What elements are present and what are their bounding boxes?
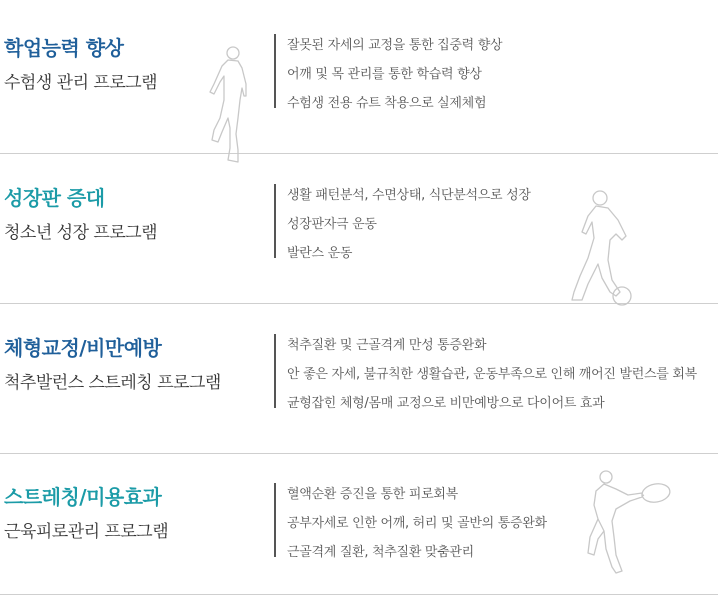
list-item: 어깨 및 목 관리를 통한 학습력 향상 xyxy=(287,67,482,82)
program-section-posture xyxy=(0,304,718,454)
item-divider-bar xyxy=(274,334,276,408)
item-list xyxy=(287,31,502,118)
item-divider-bar xyxy=(274,483,276,557)
section-title: 체형교정/비만예방 xyxy=(4,336,162,360)
soccer-player-icon xyxy=(570,188,636,308)
list-item: 잘못된 자세의 교정을 통한 집중력 향상 xyxy=(287,38,503,53)
item-list xyxy=(287,331,697,418)
list-item: 생활 패턴분석, 수면상태, 식단분석으로 성장 xyxy=(287,188,531,203)
tennis-player-icon xyxy=(586,467,676,579)
item-list xyxy=(287,480,547,567)
running-person-icon xyxy=(200,44,250,166)
list-item: 혈액순환 증진을 통한 피로회복 xyxy=(287,487,458,502)
item-divider-bar xyxy=(274,34,276,108)
section-subtitle: 청소년 성장 프로그램 xyxy=(4,223,158,243)
section-subtitle: 척추발런스 스트레칭 프로그램 xyxy=(4,373,221,393)
program-section-academic xyxy=(0,4,718,154)
list-item: 발란스 운동 xyxy=(287,246,353,261)
list-item: 안 좋은 자세, 불규칙한 생활습관, 운동부족으로 인해 깨어진 발런스를 회복 xyxy=(287,367,697,382)
section-title: 성장판 증대 xyxy=(4,186,105,210)
section-title: 학업능력 향상 xyxy=(4,36,124,60)
list-item: 균형잡힌 체형/몸매 교정으로 비만예방으로 다이어트 효과 xyxy=(287,396,605,411)
list-item: 성장판자극 운동 xyxy=(287,217,377,232)
list-item: 수험생 전용 슈트 착용으로 실제체험 xyxy=(287,96,487,111)
section-subtitle: 수험생 관리 프로그램 xyxy=(4,73,158,93)
item-list xyxy=(287,181,531,268)
section-subtitle: 근육피로관리 프로그램 xyxy=(4,522,169,542)
list-item: 근골격계 질환, 척추질환 맞춤관리 xyxy=(287,545,474,560)
section-title: 스트레칭/미용효과 xyxy=(4,485,162,509)
program-section-stretching xyxy=(0,453,718,595)
program-section-growth xyxy=(0,154,718,304)
list-item: 척추질환 및 근골격계 만성 통증완화 xyxy=(287,338,487,353)
list-item: 공부자세로 인한 어깨, 허리 및 골반의 통증완화 xyxy=(287,516,547,531)
item-divider-bar xyxy=(274,184,276,258)
